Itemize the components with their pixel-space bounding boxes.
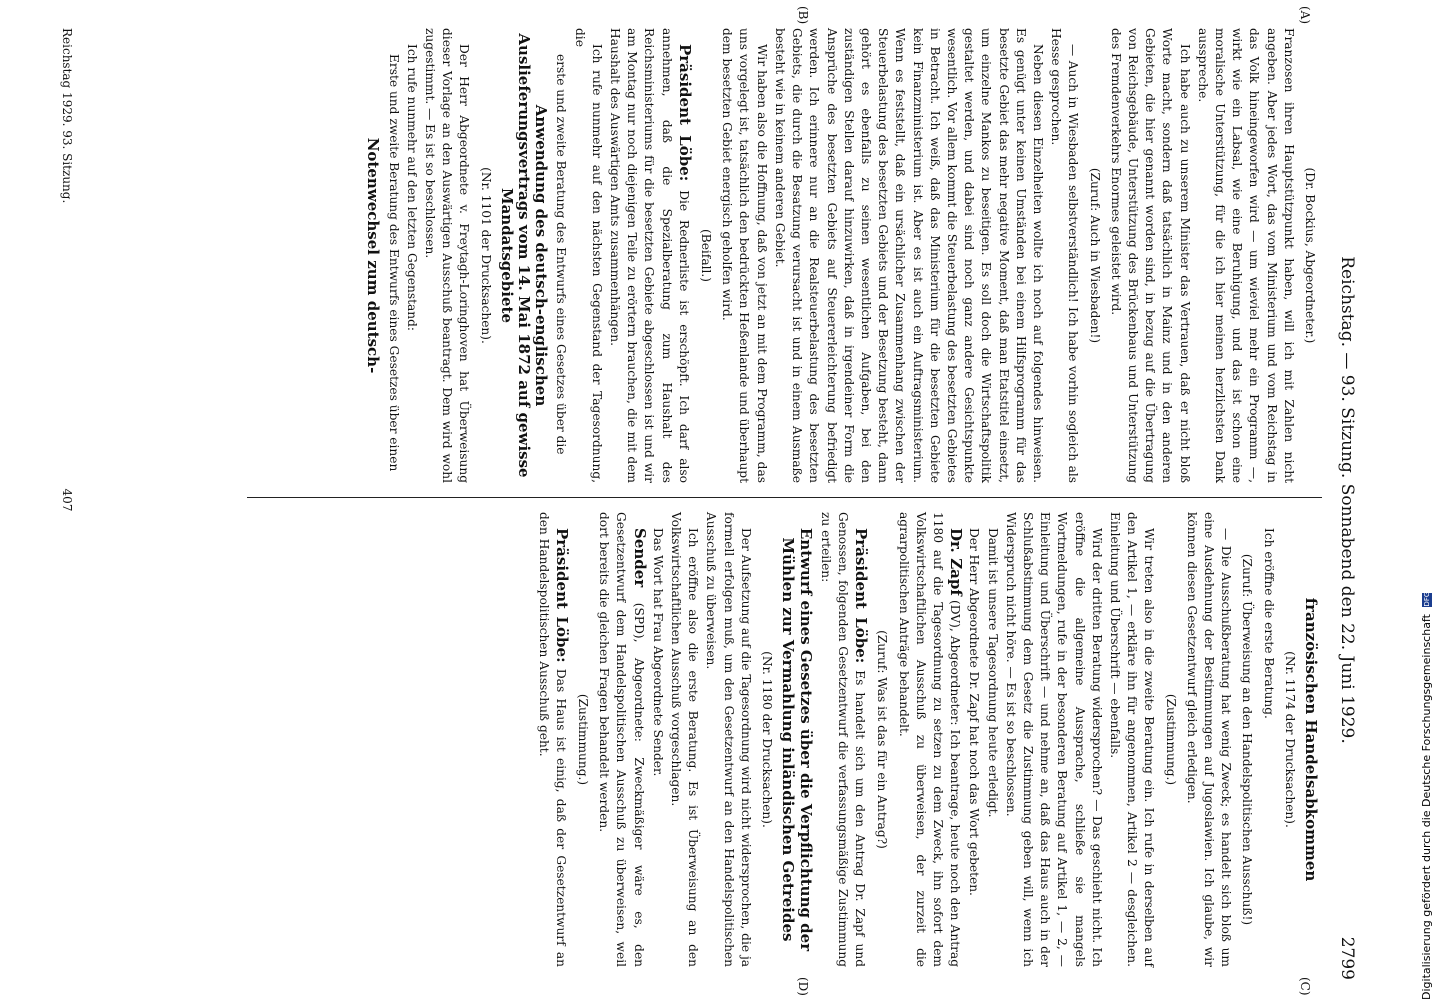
margin-mark-c: (C) — [1298, 977, 1312, 996]
running-head — [1336, 20, 1358, 980]
speech-text: Die Rednerliste ist erschöpft. Ich darf also annehmen, daß die Spezialberatung zum Haushalt des Reichsministeriums für die besetzten Gebiete abgeschlossen ist und wir am Montag nur noch diejenigen Teile zu erörtern brauchen, die mit dem Haushalt des Auswärtigen Amts zusammenhängen. — [608, 28, 691, 483]
paragraph: Der Herr Abgeordnete Dr. Zapf hat noch das Wort gebeten. — [967, 528, 982, 896]
speech-text: Es handelt sich um den Antrag Dr. Zapf und Genossen, folgenden Gesetzentwurf die verfassungsmäßige Zustimmung zu erteilen: — [818, 512, 868, 967]
paragraph: Ich rufe nunmehr auf den nächsten Gegenstand der Tagesordnung, die — [572, 28, 604, 483]
interjection: (Zuruf: Überweisung an den Handelspolitischen Ausschuß!) — [1240, 553, 1255, 926]
dfg-logo-icon: DFG — [1423, 591, 1431, 607]
interjection: (Zustimmung.) — [576, 693, 591, 786]
paragraph — [595, 512, 648, 967]
paragraph: — Die Ausschußberatung hat wenig Zweck; es handelt sich bloß um eine Ausdehnung der Bestimmungen auf Jugoslawien. Ich glaube, wir können diesen Gesetzentwurf gleich erledigen. — [1184, 512, 1234, 967]
speaker-name: Dr. Zapf — [947, 528, 966, 596]
paragraph: Ich eröffne also die erste Beratung. Es ist Überweisung an den Volkswirtschaftlichen Ausschuß vorgeschlagen. — [669, 512, 701, 967]
credit-text: Digitalisierung gefördert durch die Deutsche Forschungsgemeinschaft — [1420, 614, 1433, 1000]
paragraph — [534, 512, 569, 967]
paragraph: Ich rufe nunmehr auf den letzten Gegenstand: — [404, 44, 419, 331]
agenda-item-intro: Erste und zweite Beratung des Entwurfs eines Gesetzes über einen — [386, 54, 401, 472]
paragraph: Ich habe auch zu unserem Minister das Vertrauen, daß er nicht bloß Worte macht, sondern daß tatsächlich in Mainz und in den anderen Gebieten, die hier genannt worden sind, in bezug auf die Übertragung von Reichsgebäude, Unterstützung des Brückenbaus und Unterstützung des Fremdenverkehrs Enormes geleistet wird. — [1108, 28, 1192, 483]
right-column — [533, 512, 1322, 967]
page-footer-left: Reichstag 1929. 93. Sitzung. — [60, 28, 74, 204]
speaker-name: Präsident Löbe: — [675, 44, 694, 182]
speech-text: Das Haus ist einig, daß der Gesetzentwurf an den Handelspolitischen Ausschuß geht. — [536, 512, 568, 968]
speech-text: (DV), Abgeordneter: Ich beantrage, heute noch den Antrag 1180 auf die Tagesordnung zu setzen zu dem Zweck, ihn sofort dem Volkswirtschaftlichen Ausschuß zu überweisen, der zurzeit die agrarpolitischen Anträge behandelt. — [896, 512, 963, 968]
paragraph: Der Aufsetzung auf die Tagesordnung wird nicht widersprochen, die ja formell erfolgen muß, um den Gesetzentwurf an den Handelspolitischen Ausschuß zu überweisen. — [704, 512, 753, 967]
paragraph: Damit ist unsere Tagesordnung heute erledigt. — [985, 528, 1000, 818]
agenda-item-title: französischen Handelsabkommen — [1302, 597, 1320, 882]
agenda-item-title: Entwurf eines Gesetzes über die Verpflichtung der Mühlen zur Vermahlung inländischen Getreides — [779, 527, 815, 952]
paragraph: Wird der dritten Beratung widersprochen? — Das geschieht nicht. Ich eröffne die allgemeine Aussprache, schließe sie mangels Wortmeldungen, rufe in der besonderen Beratung auf Artikel 1, — 2, — Einleitung und Überschrift — und nehme an, daß das Haus auch in der Schlußabstimmung dem Gesetz die Zustimmung geben will, wenn ich Widerspruch nicht höre. — Es ist so beschlossen. — [1003, 512, 1104, 967]
page-number: 2799 — [1337, 936, 1357, 980]
agenda-item-reference: (Nr. 1101 der Drucksachen). — [478, 167, 493, 344]
speaker-name: Sender — [630, 528, 649, 588]
speaker-name: Präsident Löbe: — [852, 528, 871, 664]
paragraph: Franzosen ihren Hauptstützpunkt haben, will ich mit Zahlen nicht angeben. Aber jedes Wort, das vom Ministerium und vom Reichstag in das Volk hineingeworfen wird — um wieviel mehr ein Programm —, wirkt wie ein Labsal, wie eine Beruhigung, und das ist schon eine moralische Unterstützung, für die ich hier meinen herzlichsten Dank ausspreche. — [1195, 28, 1296, 483]
agenda-item-title: Notenwechsel zum deutsch- — [364, 137, 383, 374]
interjection: (Zustimmung.) — [1163, 693, 1178, 786]
scanned-page — [10, 0, 1370, 1000]
interjection: (Beifall.) — [699, 228, 714, 283]
paragraph: Neben diesen Einzelheiten wollte ich noch auf folgendes hinweisen. Es genügt unter keinen Umständen bei einem Hilfsprogramm für das besetzte Gebiet das mehr negative Moment, daß man Etatstitel einsetzt, um einzelne Mankos zu beseitigen. Es soll doch die Wirtschaftspolitik gestaltet werden, und dabei sind noch ganz andere Gesichtspunkte wesentlich. Vor allem kommt die Steuerbelastung des besetzten Gebietes in Betracht. Ich weiß, daß das Ministerium für die besetzten Gebiete kein Finanzministerium ist. Aber es ist auch ein Auftragsministerium. Wenn es feststellt, daß ein ursächlicher Zusammenhang zwischen der Steuerbelastung des besetzten Gebiets und der Besetzung besteht, dann gehört es ebenfalls zu seinen wesentlichen Aufgaben, bei den zuständigen Stellen darauf hinzuwirken, daß in irgendeiner Form die Ansprüche des besetzten Gebiets auf Steuererleichterung befriedigt werden. Ich erinnere nur an die Realsteuerbelastung des besetzten Gebiets, die durch die Besatzung verursacht ist und in einem Ausmaße besteht wie in keinem anderen Gebiet. — [772, 28, 1045, 483]
agenda-item-reference: (Nr. 1174 der Drucksachen). — [1282, 651, 1297, 828]
funding-credit — [1420, 591, 1434, 1000]
interjection: (Zuruf: Was ist das für ein Antrag?) — [875, 630, 890, 849]
agenda-item-title: Anwendung des deutsch-englischen Auslieferungsvertrags vom 14. Mai 1872 auf gewisse Mandatsgebiete — [497, 33, 551, 478]
paragraph — [817, 512, 870, 967]
paragraph — [894, 512, 964, 967]
margin-mark-a: (A) — [1298, 6, 1312, 25]
agenda-item-reference: (Nr. 1180 der Drucksachen). — [760, 651, 775, 828]
margin-mark-b: (B) — [796, 6, 810, 25]
paragraph — [606, 28, 693, 483]
paragraph: Wir haben also die Hoffnung, daß von jetzt an mit dem Programm, das uns vorgelegt ist, tatsächlich den bedrückten Heßenlande und überhaupt dem besetzten Gebiet energisch geholfen wird. — [720, 28, 769, 483]
paragraph: Der Herr Abgeordnete v. Freytagh-Loringhoven hat Überweisung dieser Vorlage an den Auswärtigen Ausschuß beantragt. Dem wird wohl zugestimmt. — Es ist so beschlossen. — [423, 28, 472, 483]
paragraph: — Auch in Wiesbaden selbstverständlich! Ich habe vorhin sogleich als Hesse gesprochen. — [1049, 28, 1081, 483]
left-column — [361, 28, 1322, 483]
paragraph: Ich eröffne die erste Beratung. — [1261, 528, 1276, 719]
page-header-title: Reichstag. — 93. Sitzung. Sonnabend den 22. Juni 1929. — [1337, 256, 1357, 744]
paragraph: Das Wort hat Frau Abgeordnete Sender. — [650, 528, 665, 777]
page-footer-number: 407 — [60, 488, 74, 512]
margin-mark-d: (D) — [796, 977, 810, 996]
speaker-tag: (Dr. Bockius, Abgeordneter.) — [1303, 167, 1317, 344]
paragraph: Wir treten also in die zweite Beratung ein. Ich rufe in derselben auf den Artikel 1, — erkläre ihn für angenommen, Artikel 2 — desgleichen. Einleitung und Überschrift — ebenfalls. — [1107, 512, 1157, 967]
agenda-item-intro: erste und zweite Beratung des Entwurfs eines Gesetzes über die — [554, 54, 569, 455]
interjection: (Zuruf: Auch in Wiesbaden!) — [1087, 167, 1102, 344]
column-divider — [247, 497, 1322, 498]
speaker-name: Präsident Löbe: — [552, 528, 571, 663]
speech-text: (SPD), Abgeordnete: Zweckmäßiger wäre es, den Gesetzentwurf dem Handelspolitischen Ausschuß zu überweisen, weil dort bereits die gleichen Fragen behandelt werden. — [597, 512, 646, 968]
